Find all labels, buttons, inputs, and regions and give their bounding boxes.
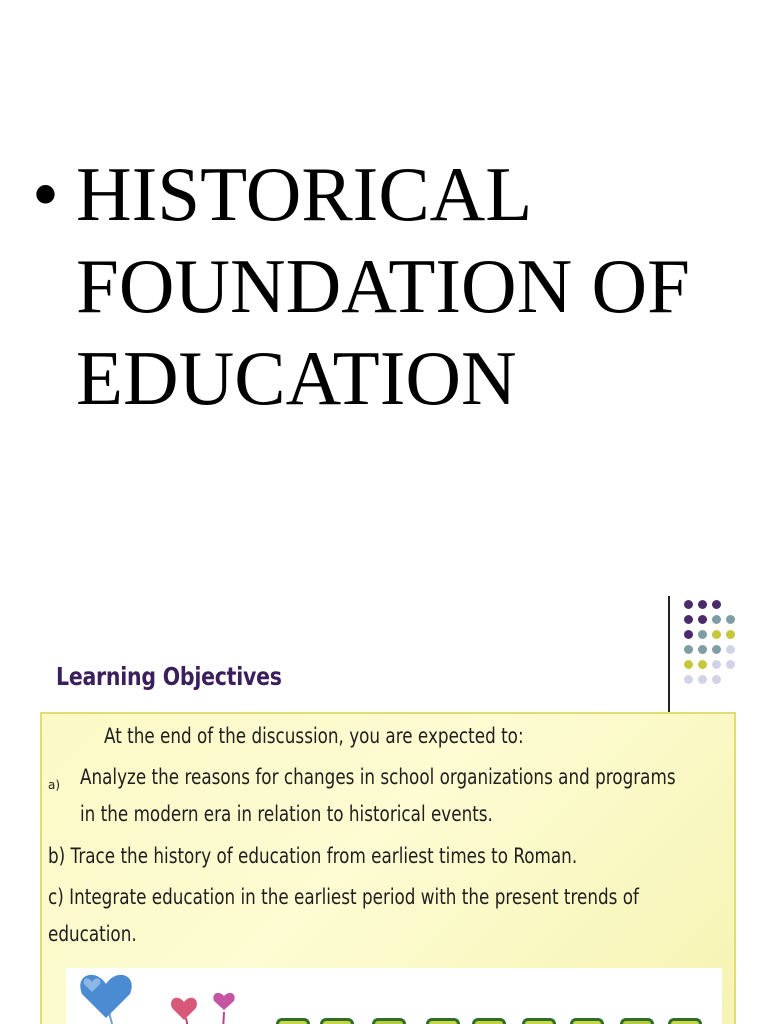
decorative-image-strip — [66, 968, 722, 1024]
objective-c-line-2: education. — [48, 922, 137, 946]
objectives-slide — [0, 596, 768, 1024]
grid-dot — [684, 600, 693, 609]
grid-dot — [684, 660, 693, 669]
grid-dot — [712, 630, 721, 639]
dot-grid-icon — [684, 600, 744, 710]
grid-dot — [712, 615, 721, 624]
title-line-2: FOUNDATION OF — [76, 243, 690, 329]
slide-divider-line — [668, 596, 670, 714]
title-slide — [32, 148, 752, 424]
grid-dot — [712, 600, 721, 609]
grid-dot — [698, 630, 707, 639]
grid-dot — [698, 660, 707, 669]
grid-dot — [726, 615, 735, 624]
objective-c-line-1: c) Integrate education in the earliest period with the present trends of — [48, 885, 639, 909]
grid-dot — [698, 675, 707, 684]
grid-dot — [698, 645, 707, 654]
objectives-heading: Learning Objectives — [56, 662, 282, 691]
objective-b-line-1: b) Trace the history of education from earliest times to Roman. — [48, 844, 578, 868]
grid-dot — [712, 675, 721, 684]
grid-dot — [726, 660, 735, 669]
objective-a-marker: a) — [48, 778, 61, 792]
grid-dot — [684, 675, 693, 684]
banner-letters-decoration — [276, 1010, 716, 1024]
grid-dot — [698, 600, 707, 609]
grid-dot — [712, 645, 721, 654]
grid-dot — [684, 615, 693, 624]
objective-a-line-1: Analyze the reasons for changes in school organizations and programs — [80, 765, 676, 789]
grid-dot — [698, 615, 707, 624]
grid-dot — [726, 645, 735, 654]
title-bullet: • — [32, 151, 59, 237]
objectives-intro: At the end of the discussion, you are expected to: — [104, 724, 524, 748]
grid-dot — [684, 630, 693, 639]
grid-dot — [712, 660, 721, 669]
grid-dot — [684, 645, 693, 654]
objective-a-line-2: in the modern era in relation to historical events. — [80, 802, 493, 826]
objectives-box — [40, 712, 736, 1024]
heart-balloons-icon — [66, 968, 246, 1024]
grid-dot — [726, 630, 735, 639]
title-line-3: EDUCATION — [76, 335, 517, 421]
title-line-1: HISTORICAL — [76, 151, 533, 237]
